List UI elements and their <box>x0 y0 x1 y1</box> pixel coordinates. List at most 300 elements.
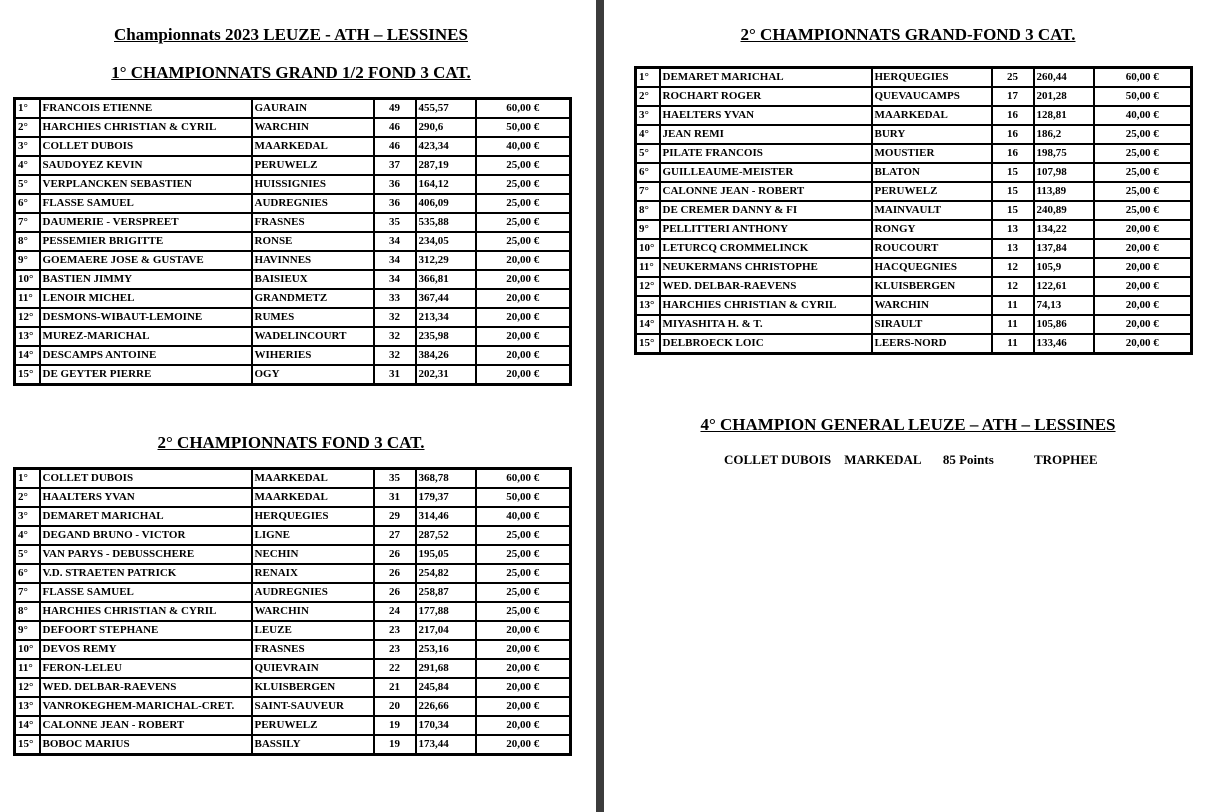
prize-cell: 20,00 € <box>476 346 571 365</box>
count-cell: 15 <box>992 182 1034 201</box>
name-cell: ROCHART ROGER <box>660 87 872 106</box>
city-cell: HERQUEGIES <box>252 507 374 526</box>
main-title: Championnats 2023 LEUZE - ATH – LESSINES <box>114 25 468 44</box>
distance-cell: 367,44 <box>416 289 476 308</box>
count-cell: 35 <box>374 469 416 489</box>
rank-cell: 10° <box>15 640 40 659</box>
distance-cell: 113,89 <box>1034 182 1094 201</box>
table-row <box>636 68 1192 88</box>
count-cell: 49 <box>374 99 416 119</box>
name-cell: DE CREMER DANNY & FI <box>660 201 872 220</box>
distance-cell: 105,86 <box>1034 315 1094 334</box>
city-cell: HUISSIGNIES <box>252 175 374 194</box>
table-row <box>15 156 571 175</box>
count-cell: 36 <box>374 175 416 194</box>
count-cell: 34 <box>374 251 416 270</box>
grand-fond-title: 2° CHAMPIONNATS GRAND-FOND 3 CAT. <box>740 25 1076 44</box>
prize-cell: 50,00 € <box>1094 87 1192 106</box>
table-row <box>15 640 571 659</box>
name-cell: DELBROECK LOIC <box>660 334 872 354</box>
table-row <box>15 118 571 137</box>
prize-cell: 60,00 € <box>1094 68 1192 88</box>
distance-cell: 384,26 <box>416 346 476 365</box>
rank-cell: 6° <box>15 194 40 213</box>
prize-cell: 20,00 € <box>1094 296 1192 315</box>
distance-cell: 186,2 <box>1034 125 1094 144</box>
rank-cell: 1° <box>15 469 40 489</box>
rank-cell: 6° <box>636 163 660 182</box>
count-cell: 35 <box>374 213 416 232</box>
rank-cell: 13° <box>636 296 660 315</box>
prize-cell: 40,00 € <box>476 137 571 156</box>
distance-cell: 366,81 <box>416 270 476 289</box>
city-cell: HAVINNES <box>252 251 374 270</box>
count-cell: 26 <box>374 564 416 583</box>
prize-cell: 40,00 € <box>1094 106 1192 125</box>
distance-cell: 260,44 <box>1034 68 1094 88</box>
prize-cell: 25,00 € <box>476 583 571 602</box>
city-cell: WARCHIN <box>252 118 374 137</box>
city-cell: BURY <box>872 125 992 144</box>
rank-cell: 15° <box>15 365 40 385</box>
rank-cell: 3° <box>636 106 660 125</box>
count-cell: 34 <box>374 270 416 289</box>
rank-cell: 7° <box>15 213 40 232</box>
table-row <box>15 289 571 308</box>
table-row <box>636 125 1192 144</box>
city-cell: AUDREGNIES <box>252 583 374 602</box>
rank-cell: 2° <box>15 488 40 507</box>
rank-cell: 11° <box>15 659 40 678</box>
table-row <box>15 99 571 119</box>
name-cell: VAN PARYS - DEBUSSCHERE <box>40 545 252 564</box>
rank-cell: 1° <box>636 68 660 88</box>
name-cell: WED. DELBAR-RAEVENS <box>660 277 872 296</box>
prize-cell: 20,00 € <box>476 308 571 327</box>
name-cell: NEUKERMANS CHRISTOPHE <box>660 258 872 277</box>
table-row <box>636 315 1192 334</box>
rank-cell: 10° <box>15 270 40 289</box>
rank-cell: 6° <box>15 564 40 583</box>
prize-cell: 20,00 € <box>476 697 571 716</box>
rank-cell: 4° <box>15 526 40 545</box>
table-row <box>636 201 1192 220</box>
rank-cell: 9° <box>15 251 40 270</box>
table-row <box>15 232 571 251</box>
count-cell: 32 <box>374 327 416 346</box>
table-row <box>636 334 1192 354</box>
prize-cell: 25,00 € <box>1094 163 1192 182</box>
distance-cell: 406,09 <box>416 194 476 213</box>
count-cell: 29 <box>374 507 416 526</box>
general-champion-name: COLLET DUBOIS <box>724 452 832 467</box>
count-cell: 24 <box>374 602 416 621</box>
name-cell: FLASSE SAMUEL <box>40 583 252 602</box>
rank-cell: 5° <box>636 144 660 163</box>
name-cell: BOBOC MARIUS <box>40 735 252 755</box>
city-cell: OGY <box>252 365 374 385</box>
name-cell: COLLET DUBOIS <box>40 137 252 156</box>
prize-cell: 25,00 € <box>476 602 571 621</box>
prize-cell: 20,00 € <box>476 365 571 385</box>
prize-cell: 25,00 € <box>476 156 571 175</box>
prize-cell: 25,00 € <box>1094 144 1192 163</box>
table-row <box>15 526 571 545</box>
distance-cell: 201,28 <box>1034 87 1094 106</box>
distance-cell: 314,46 <box>416 507 476 526</box>
prize-cell: 40,00 € <box>476 507 571 526</box>
city-cell: LIGNE <box>252 526 374 545</box>
name-cell: HAELTERS YVAN <box>660 106 872 125</box>
name-cell: PESSEMIER BRIGITTE <box>40 232 252 251</box>
general-champion-title: 4° CHAMPION GENERAL LEUZE – ATH – LESSINES <box>700 415 1116 434</box>
city-cell: FRASNES <box>252 640 374 659</box>
prize-cell: 20,00 € <box>476 735 571 755</box>
name-cell: LETURCQ CROMMELINCK <box>660 239 872 258</box>
rank-cell: 8° <box>15 232 40 251</box>
prize-cell: 20,00 € <box>476 251 571 270</box>
prize-cell: 20,00 € <box>476 659 571 678</box>
count-cell: 27 <box>374 526 416 545</box>
count-cell: 46 <box>374 118 416 137</box>
prize-cell: 20,00 € <box>1094 220 1192 239</box>
rank-cell: 9° <box>636 220 660 239</box>
count-cell: 32 <box>374 346 416 365</box>
city-cell: MOUSTIER <box>872 144 992 163</box>
city-cell: PERUWELZ <box>872 182 992 201</box>
general-champion-line <box>724 452 1098 468</box>
rank-cell: 12° <box>636 277 660 296</box>
distance-cell: 253,16 <box>416 640 476 659</box>
table-row <box>15 194 571 213</box>
distance-cell: 290,6 <box>416 118 476 137</box>
rank-cell: 8° <box>15 602 40 621</box>
count-cell: 17 <box>992 87 1034 106</box>
city-cell: BASSILY <box>252 735 374 755</box>
prize-cell: 25,00 € <box>1094 125 1192 144</box>
distance-cell: 179,37 <box>416 488 476 507</box>
distance-cell: 107,98 <box>1034 163 1094 182</box>
rank-cell: 7° <box>15 583 40 602</box>
count-cell: 36 <box>374 194 416 213</box>
city-cell: HACQUEGNIES <box>872 258 992 277</box>
count-cell: 31 <box>374 365 416 385</box>
city-cell: LEERS-NORD <box>872 334 992 354</box>
rank-cell: 11° <box>15 289 40 308</box>
count-cell: 15 <box>992 201 1034 220</box>
prize-cell: 20,00 € <box>1094 277 1192 296</box>
table-row <box>15 602 571 621</box>
distance-cell: 535,88 <box>416 213 476 232</box>
count-cell: 12 <box>992 258 1034 277</box>
count-cell: 46 <box>374 137 416 156</box>
count-cell: 21 <box>374 678 416 697</box>
distance-cell: 240,89 <box>1034 201 1094 220</box>
distance-cell: 122,61 <box>1034 277 1094 296</box>
rank-cell: 15° <box>15 735 40 755</box>
count-cell: 26 <box>374 583 416 602</box>
table-row <box>636 163 1192 182</box>
name-cell: DE GEYTER PIERRE <box>40 365 252 385</box>
prize-cell: 20,00 € <box>476 678 571 697</box>
city-cell: WARCHIN <box>252 602 374 621</box>
count-cell: 34 <box>374 232 416 251</box>
rank-cell: 3° <box>15 137 40 156</box>
distance-cell: 235,98 <box>416 327 476 346</box>
city-cell: BAISIEUX <box>252 270 374 289</box>
table-row <box>15 697 571 716</box>
city-cell: MAARKEDAL <box>252 469 374 489</box>
count-cell: 13 <box>992 239 1034 258</box>
distance-cell: 287,52 <box>416 526 476 545</box>
rank-cell: 13° <box>15 697 40 716</box>
rank-cell: 12° <box>15 678 40 697</box>
rank-cell: 15° <box>636 334 660 354</box>
name-cell: HAALTERS YVAN <box>40 488 252 507</box>
table-row <box>15 469 571 489</box>
name-cell: BASTIEN JIMMY <box>40 270 252 289</box>
city-cell: WIHERIES <box>252 346 374 365</box>
city-cell: WADELINCOURT <box>252 327 374 346</box>
rank-cell: 11° <box>636 258 660 277</box>
prize-cell: 20,00 € <box>476 716 571 735</box>
prize-cell: 60,00 € <box>476 469 571 489</box>
prize-cell: 25,00 € <box>1094 201 1192 220</box>
name-cell: FLASSE SAMUEL <box>40 194 252 213</box>
grand-fond-table <box>634 66 1193 355</box>
name-cell: JEAN REMI <box>660 125 872 144</box>
city-cell: MAARKEDAL <box>252 137 374 156</box>
rank-cell: 4° <box>636 125 660 144</box>
prize-cell: 20,00 € <box>1094 239 1192 258</box>
general-champion-prize: TROPHEE <box>1034 452 1098 467</box>
table-row <box>636 296 1192 315</box>
distance-cell: 195,05 <box>416 545 476 564</box>
name-cell: CALONNE JEAN - ROBERT <box>660 182 872 201</box>
distance-cell: 74,13 <box>1034 296 1094 315</box>
page-gutter <box>596 0 604 812</box>
distance-cell: 213,34 <box>416 308 476 327</box>
prize-cell: 25,00 € <box>476 526 571 545</box>
distance-cell: 312,29 <box>416 251 476 270</box>
city-cell: KLUISBERGEN <box>872 277 992 296</box>
count-cell: 25 <box>992 68 1034 88</box>
city-cell: GRANDMETZ <box>252 289 374 308</box>
name-cell: V.D. STRAETEN PATRICK <box>40 564 252 583</box>
name-cell: DESMONS-WIBAUT-LEMOINE <box>40 308 252 327</box>
distance-cell: 291,68 <box>416 659 476 678</box>
rank-cell: 14° <box>15 346 40 365</box>
table-row <box>15 545 571 564</box>
prize-cell: 20,00 € <box>476 270 571 289</box>
prize-cell: 50,00 € <box>476 488 571 507</box>
prize-cell: 25,00 € <box>476 194 571 213</box>
count-cell: 22 <box>374 659 416 678</box>
count-cell: 33 <box>374 289 416 308</box>
distance-cell: 234,05 <box>416 232 476 251</box>
rank-cell: 5° <box>15 545 40 564</box>
count-cell: 32 <box>374 308 416 327</box>
table-row <box>15 621 571 640</box>
name-cell: MIYASHITA H. & T. <box>660 315 872 334</box>
city-cell: ROUCOURT <box>872 239 992 258</box>
city-cell: PERUWELZ <box>252 156 374 175</box>
distance-cell: 217,04 <box>416 621 476 640</box>
section1-table <box>13 97 572 386</box>
section2-table <box>13 467 572 756</box>
name-cell: HARCHIES CHRISTIAN & CYRIL <box>660 296 872 315</box>
rank-cell: 1° <box>15 99 40 119</box>
count-cell: 12 <box>992 277 1034 296</box>
count-cell: 31 <box>374 488 416 507</box>
name-cell: DEMARET MARICHAL <box>660 68 872 88</box>
count-cell: 23 <box>374 640 416 659</box>
prize-cell: 25,00 € <box>476 564 571 583</box>
section2-title: 2° CHAMPIONNATS FOND 3 CAT. <box>157 433 425 452</box>
table-row <box>636 144 1192 163</box>
distance-cell: 254,82 <box>416 564 476 583</box>
city-cell: QUEVAUCAMPS <box>872 87 992 106</box>
distance-cell: 198,75 <box>1034 144 1094 163</box>
name-cell: PILATE FRANCOIS <box>660 144 872 163</box>
prize-cell: 25,00 € <box>476 232 571 251</box>
rank-cell: 8° <box>636 201 660 220</box>
rank-cell: 5° <box>15 175 40 194</box>
prize-cell: 25,00 € <box>476 213 571 232</box>
rank-cell: 13° <box>15 327 40 346</box>
table-row <box>15 270 571 289</box>
rank-cell: 2° <box>15 118 40 137</box>
rank-cell: 9° <box>15 621 40 640</box>
name-cell: PELLITTERI ANTHONY <box>660 220 872 239</box>
city-cell: MAARKEDAL <box>872 106 992 125</box>
name-cell: DEFOORT STEPHANE <box>40 621 252 640</box>
table-row <box>15 346 571 365</box>
table-row <box>15 564 571 583</box>
table-row <box>15 213 571 232</box>
name-cell: VERPLANCKEN SEBASTIEN <box>40 175 252 194</box>
left-page <box>0 0 596 812</box>
table-row <box>15 659 571 678</box>
city-cell: AUDREGNIES <box>252 194 374 213</box>
right-page <box>604 0 1212 812</box>
distance-cell: 368,78 <box>416 469 476 489</box>
table-row <box>15 365 571 385</box>
distance-cell: 173,44 <box>416 735 476 755</box>
prize-cell: 20,00 € <box>476 640 571 659</box>
city-cell: PERUWELZ <box>252 716 374 735</box>
table-row <box>15 175 571 194</box>
count-cell: 37 <box>374 156 416 175</box>
city-cell: LEUZE <box>252 621 374 640</box>
prize-cell: 25,00 € <box>476 175 571 194</box>
table-row <box>15 507 571 526</box>
rank-cell: 3° <box>15 507 40 526</box>
rank-cell: 14° <box>15 716 40 735</box>
prize-cell: 20,00 € <box>1094 334 1192 354</box>
city-cell: MAARKEDAL <box>252 488 374 507</box>
city-cell: FRASNES <box>252 213 374 232</box>
table-row <box>636 239 1192 258</box>
city-cell: SAINT-SAUVEUR <box>252 697 374 716</box>
table-row <box>636 87 1192 106</box>
city-cell: SIRAULT <box>872 315 992 334</box>
name-cell: GOEMAERE JOSE & GUSTAVE <box>40 251 252 270</box>
count-cell: 16 <box>992 106 1034 125</box>
table-row <box>15 678 571 697</box>
distance-cell: 245,84 <box>416 678 476 697</box>
table-row <box>636 277 1192 296</box>
distance-cell: 128,81 <box>1034 106 1094 125</box>
general-champion-city: MARKEDAL <box>844 452 922 467</box>
count-cell: 11 <box>992 296 1034 315</box>
city-cell: QUIEVRAIN <box>252 659 374 678</box>
city-cell: MAINVAULT <box>872 201 992 220</box>
city-cell: RONSE <box>252 232 374 251</box>
city-cell: RONGY <box>872 220 992 239</box>
table-row <box>636 258 1192 277</box>
prize-cell: 20,00 € <box>476 621 571 640</box>
distance-cell: 226,66 <box>416 697 476 716</box>
name-cell: HARCHIES CHRISTIAN & CYRIL <box>40 118 252 137</box>
table-row <box>636 182 1192 201</box>
name-cell: HARCHIES CHRISTIAN & CYRIL <box>40 602 252 621</box>
distance-cell: 177,88 <box>416 602 476 621</box>
count-cell: 11 <box>992 334 1034 354</box>
distance-cell: 202,31 <box>416 365 476 385</box>
city-cell: NECHIN <box>252 545 374 564</box>
count-cell: 15 <box>992 163 1034 182</box>
distance-cell: 455,57 <box>416 99 476 119</box>
distance-cell: 423,34 <box>416 137 476 156</box>
prize-cell: 20,00 € <box>476 327 571 346</box>
distance-cell: 134,22 <box>1034 220 1094 239</box>
rank-cell: 12° <box>15 308 40 327</box>
distance-cell: 137,84 <box>1034 239 1094 258</box>
count-cell: 19 <box>374 716 416 735</box>
name-cell: COLLET DUBOIS <box>40 469 252 489</box>
distance-cell: 258,87 <box>416 583 476 602</box>
name-cell: FERON-LELEU <box>40 659 252 678</box>
table-row <box>15 488 571 507</box>
name-cell: CALONNE JEAN - ROBERT <box>40 716 252 735</box>
table-row <box>636 106 1192 125</box>
table-row <box>15 327 571 346</box>
table-row <box>15 583 571 602</box>
rank-cell: 7° <box>636 182 660 201</box>
distance-cell: 105,9 <box>1034 258 1094 277</box>
city-cell: GAURAIN <box>252 99 374 119</box>
prize-cell: 20,00 € <box>1094 315 1192 334</box>
name-cell: MUREZ-MARICHAL <box>40 327 252 346</box>
name-cell: LENOIR MICHEL <box>40 289 252 308</box>
table-row <box>15 251 571 270</box>
name-cell: SAUDOYEZ KEVIN <box>40 156 252 175</box>
name-cell: WED. DELBAR-RAEVENS <box>40 678 252 697</box>
name-cell: DESCAMPS ANTOINE <box>40 346 252 365</box>
table-row <box>636 220 1192 239</box>
prize-cell: 25,00 € <box>476 545 571 564</box>
distance-cell: 170,34 <box>416 716 476 735</box>
count-cell: 16 <box>992 144 1034 163</box>
count-cell: 20 <box>374 697 416 716</box>
distance-cell: 287,19 <box>416 156 476 175</box>
city-cell: WARCHIN <box>872 296 992 315</box>
name-cell: DEMARET MARICHAL <box>40 507 252 526</box>
rank-cell: 14° <box>636 315 660 334</box>
city-cell: RENAIX <box>252 564 374 583</box>
distance-cell: 133,46 <box>1034 334 1094 354</box>
